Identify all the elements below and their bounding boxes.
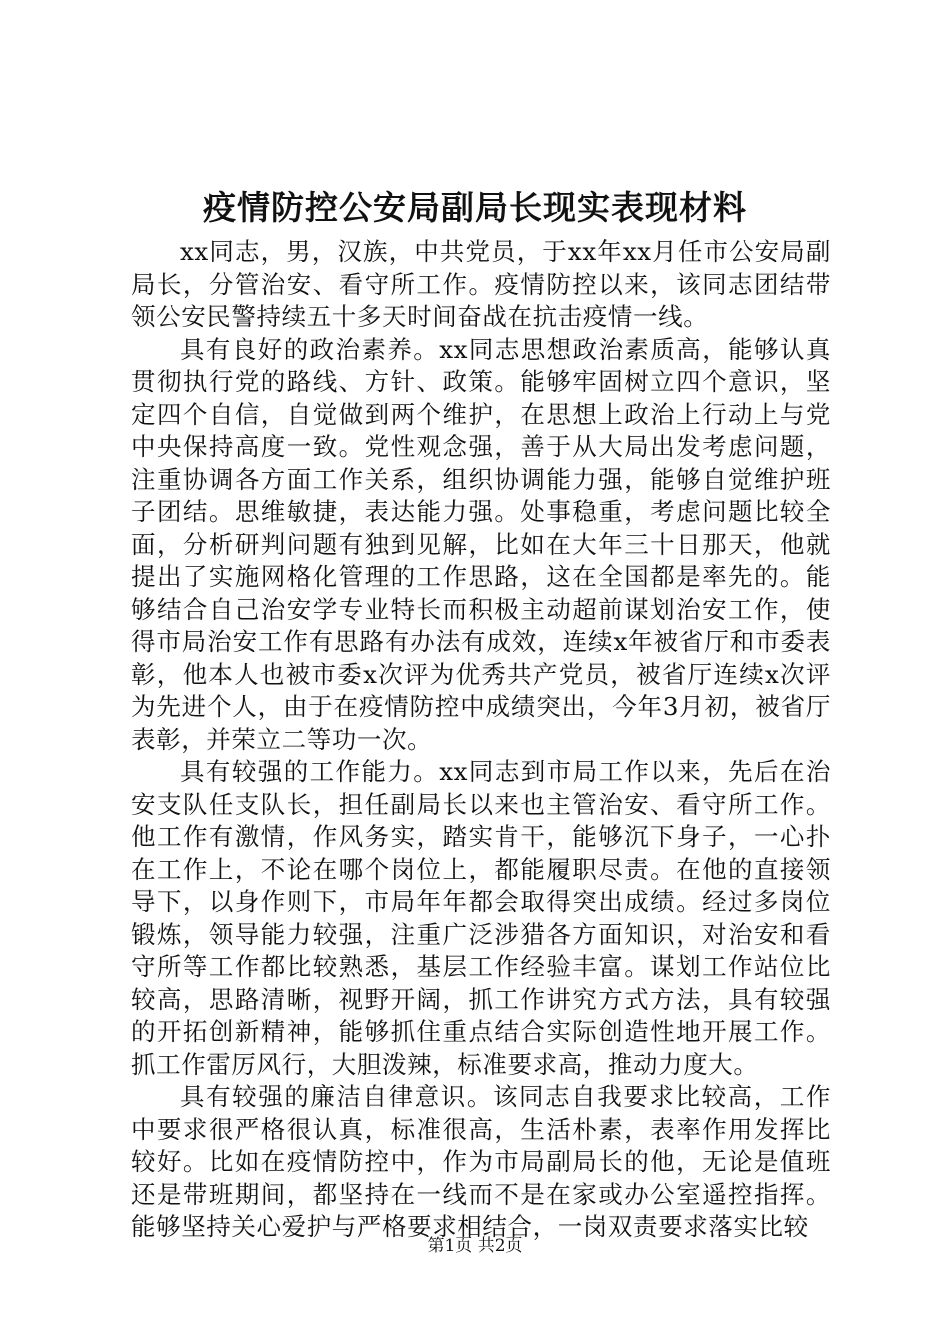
page-number-footer: 第1页 共2页 [427, 1236, 523, 1256]
paragraph-integrity: 具有较强的廉洁自律意识。该同志自我要求比较高，工作中要求很严格很认真，标准很高，生活朴素，表率作用发挥比较好。比如在疫情防控中，作为市局副局长的他，无论是值班还是带班期间，都坚持在一线而不是在家或办公室遥控指挥。能够坚持关心爱护与严格要求相结合，一岗双责要求落实比较 [131, 1082, 831, 1241]
paragraph-intro: xx同志，男，汉族，中共党员，于xx年xx月任市公安局副局长，分管治安、看守所工作。疫情防控以来，该同志团结带领公安民警持续五十多天时间奋战在抗击疫情一线。 [131, 237, 831, 331]
document-body [131, 236, 831, 1244]
paragraph-political-quality: 具有良好的政治素养。xx同志思想政治素质高，能够认真贯彻执行党的路线、方针、政策。能够牢固树立四个意识，坚定四个自信，自觉做到两个维护，在思想上政治上行动上与党中央保持高度一致。党性观念强，善于从大局出发考虑问题，注重协调各方面工作关系，组织协调能力强，能够自觉维护班子团结。思维敏捷，表达能力强。处事稳重，考虑问题比较全面，分析研判问题有独到见解，比如在大年三十日那天，他就提出了实施网格化管理的工作思路，这在全国都是率先的。能够结合自己治安学专业特长而积极主动超前谋划治安工作，使得市局治安工作有思路有办法有成效，连续x年被省厅和市委表彰，他本人也被市委x次评为优秀共产党员，被省厅连续x次评为先进个人，由于在疫情防控中成绩突出，今年3月初，被省厅表彰，并荣立二等功一次。 [131, 334, 831, 754]
document-title: 疫情防控公安局副局长现实表现材料 [203, 188, 747, 227]
paragraph-work-ability: 具有较强的工作能力。xx同志到市局工作以来，先后在治安支队任支队长，担任副局长以来也主管治安、看守所工作。他工作有激情，作风务实，踏实肯干，能够沉下身子，一心扑在工作上，不论在哪个岗位上，都能履职尽责。在他的直接领导下，以身作则下，市局年年都会取得突出成绩。经过多岗位锻炼，领导能力较强，注重广泛涉猎各方面知识，对治安和看守所等工作都比较熟悉，基层工作经验丰富。谋划工作站位比较高，思路清晰，视野开阔，抓工作讲究方式方法，具有较强的开拓创新精神，能够抓住重点结合实际创造性地开展工作。抓工作雷厉风行，大胆泼辣，标准要求高，推动力度大。 [131, 757, 831, 1079]
